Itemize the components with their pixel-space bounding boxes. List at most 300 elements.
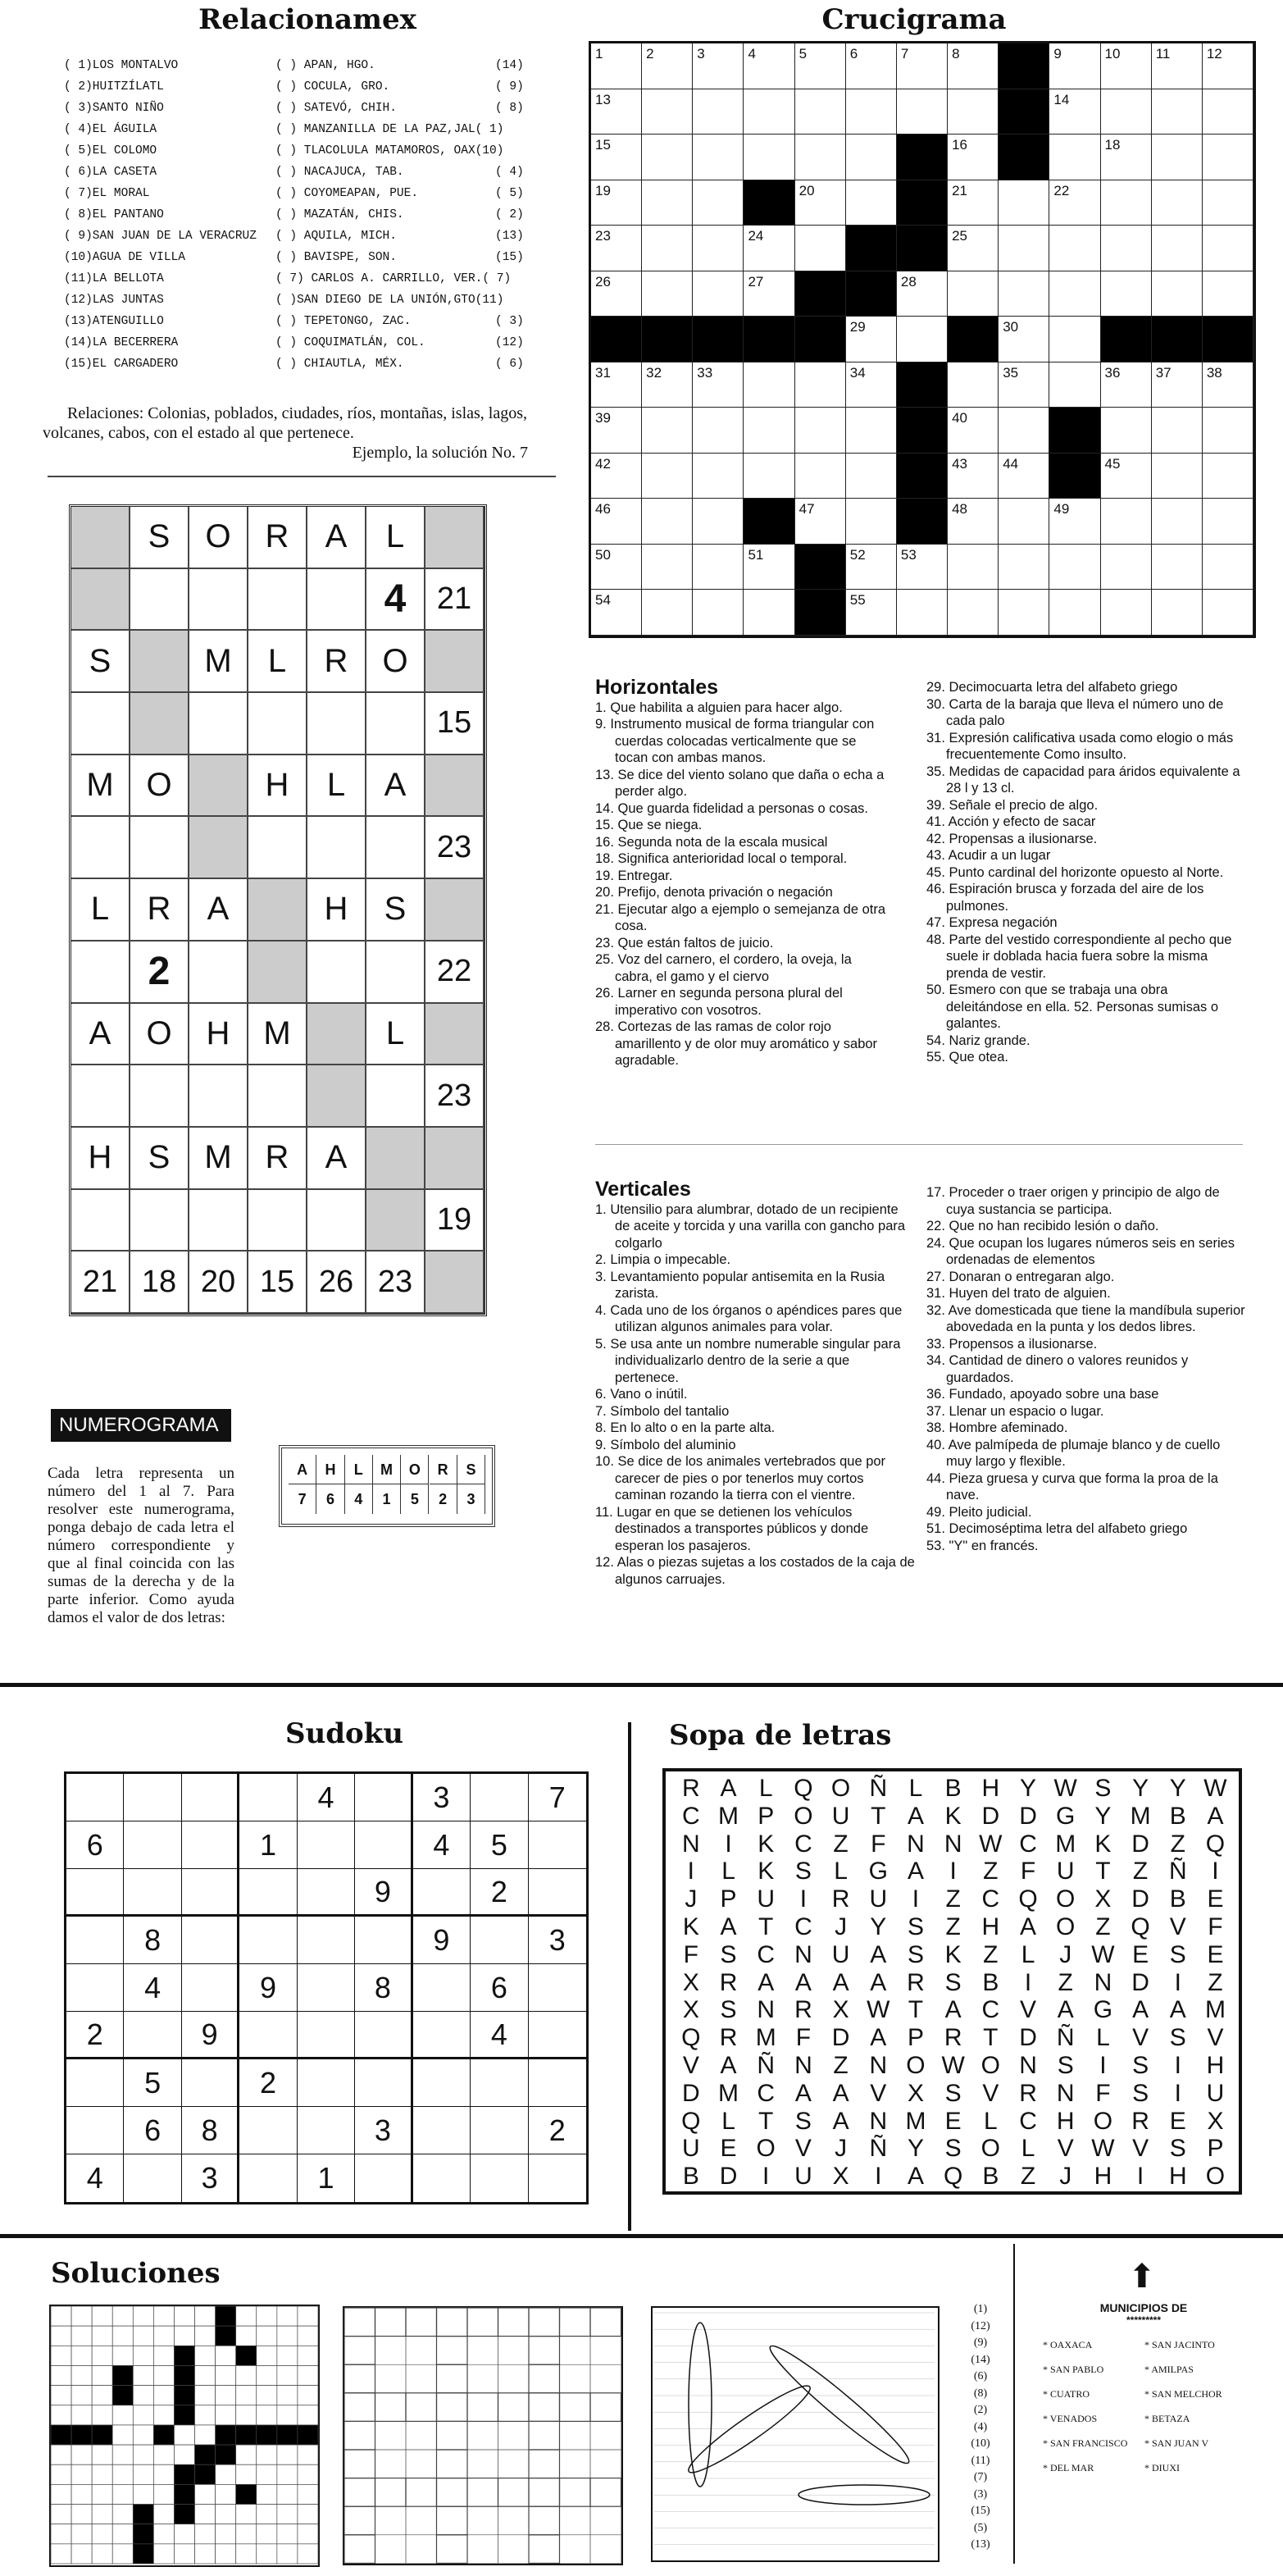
municipios-col1 [1043,2332,1141,2480]
solution-cell [133,2484,153,2504]
sudoku-cell [413,1869,471,1917]
crossword-block [693,317,744,362]
relacionamex-row [64,187,535,208]
sopa-letter: S [720,1940,737,1968]
solution-block [195,2445,216,2464]
sudoku-cell: 3 [413,1774,471,1821]
solution-cell [71,2464,92,2484]
sopa-letter: B [982,1968,999,1996]
sudoku-cell [124,2012,181,2059]
numerograma-cell [189,1190,248,1252]
rel-right-item: ( ) CHIAUTLA, MÉX. [275,358,404,371]
sudoku-cell: 8 [182,2107,239,2154]
sopa-letter: N [869,2052,888,2079]
clue-item: 29. Decimocuarta letra del alfabeto griego [926,680,1178,695]
sopa-letter: A [907,1802,924,1830]
sopa-letter: U [794,2163,812,2191]
solution-cell [153,2524,174,2544]
crossword-cell: 16 [948,134,999,180]
rel-right-item: ( ) COYOMEAPAN, PUE. [275,187,419,200]
solution-block [298,2425,318,2445]
solution-block [174,2484,194,2504]
solution-cell [277,2346,298,2365]
sudoku-cell [413,2012,471,2059]
crossword-cell [1152,454,1203,499]
crossword-block [999,43,1049,89]
solution-cell [92,2505,112,2524]
clue-item: 26. Larner en segunda persona plural del imperativo con vosotros. [595,986,843,1018]
solution-cell [112,2346,133,2365]
solution-cell [112,2505,133,2524]
sopa-letter: L [721,2107,735,2135]
solution-block [133,2505,153,2524]
crossword-block [591,317,642,362]
crossword-block [897,226,948,271]
sudoku-cell: 7 [529,1774,586,1821]
relacionamex-row [64,102,535,123]
clue-item: 35. Medidas de capacidad para áridos equivalente a 28 l y 13 cl. [926,764,1240,796]
sopa-row [672,2052,1234,2079]
sopa-letter: S [720,1996,737,2024]
sudoku-cell: 6 [471,1964,528,2012]
crossword-cell [948,362,999,408]
numerograma-row-sum: 23 [425,817,485,879]
numerograma-row-sum: 23 [425,1065,485,1128]
relacionamex-answer: (12) [971,2319,990,2332]
clue-item: 23. Que están faltos de juicio. [595,935,774,951]
numerograma-cell [248,1190,307,1252]
crossword-cell: 26 [591,271,642,317]
sudoku-cell [413,2154,471,2202]
sopa-row [672,1941,1234,1968]
sopa-letter: H [981,1913,1000,1940]
sopa-letter: A [832,2107,849,2135]
sopa-letter: O [980,2052,1001,2079]
crossword-cell [846,89,897,135]
sudoku-cell: 3 [529,1917,586,1964]
solution-block [236,2346,257,2365]
solution-cell [71,2445,92,2464]
relacionamex-answer: (10) [971,2437,990,2450]
solution-cell [51,2346,71,2365]
crossword-cell [693,89,744,135]
crossword-cell: 47 [795,499,846,545]
solution-cell [195,2505,216,2524]
rel-right-item: ( ) NACAJUCA, TAB. [275,166,404,179]
sopa-letter: D [831,2024,850,2052]
solution-cell [71,2365,92,2385]
solution-block [133,2544,153,2564]
sudoku-cell: 9 [182,2012,239,2059]
sopa-letter: S [1132,2052,1149,2079]
crossword-cell [1203,590,1253,636]
sopa-letter: B [944,1775,962,1802]
sopa-letter: A [758,1968,775,1996]
crossword-block [1049,454,1100,499]
solution-cell [216,2544,236,2564]
solution-cell [51,2484,71,2504]
crossword-cell: 45 [1101,454,1152,499]
crossword-cell: 24 [744,226,794,271]
sopa-letter: I [1024,1968,1032,1996]
sopa-letter: N [682,1830,700,1858]
crossword-cell [693,499,744,545]
sopa-letter: R [1019,2079,1037,2107]
solution-cell [71,2484,92,2504]
solution-cell [153,2484,174,2504]
crossword-cell [948,89,999,135]
sopa-letter: I [949,1858,957,1885]
solution-cell [277,2524,298,2544]
sopa-letter: X [832,2163,849,2191]
sudoku-cell [471,2059,528,2107]
sopa-letter: U [1206,2079,1225,2107]
sopa-letter: C [1019,2107,1037,2135]
crossword-cell [846,180,897,226]
solution-block [174,2405,194,2425]
sudoku-cell [66,1917,124,1964]
sudoku-cell [298,2059,355,2107]
sudoku-grid [64,1771,589,2204]
crossword-cell: 3 [693,43,744,89]
sopa-letter: W [1053,1775,1077,1802]
sudoku-cell [529,1869,586,1917]
solution-cell [195,2386,216,2405]
rel-right-item: ( ) COCULA, GRO. [275,80,390,93]
clue-item: 43. Acudir a un lugar [926,848,1051,863]
sopa-letter: N [869,2107,888,2135]
solution-block [153,2425,174,2445]
solution-cell [257,2464,277,2484]
numerograma-cell: R [130,879,189,941]
sopa-letter: U [831,1940,850,1968]
clue-item: 12. Alas o piezas sujetas a los costados de la caja de algunos carruajes. [595,1555,915,1587]
solution-cell [51,2505,71,2524]
sopa-letter: X [1207,2107,1224,2135]
solution-cell [174,2445,194,2464]
sopa-letter: X [832,1996,849,2024]
sopa-letter: Ñ [869,2135,888,2163]
sopa-row [672,1831,1234,1858]
solution-cell [133,2365,153,2385]
numerograma-cell: O [366,631,425,693]
rel-right-item: ( ) COQUIMATLÁN, COL. [275,336,425,349]
sudoku-cell [182,1821,239,1869]
numerograma-cell: L [248,631,307,693]
sopa-letter: B [982,2163,999,2191]
sopa-letter: E [1169,2107,1186,2135]
solution-cell [133,2306,153,2326]
clue-item: 50. Esmero con que se trabaja una obra deleitándose en ella. 52. Personas sumisas o galantes. [926,983,1219,1031]
sopa-letter: I [1174,1968,1181,1996]
sopa-letter: O [906,2052,926,2079]
solution-cell [51,2326,71,2346]
divider [628,1722,631,2231]
crossword-block [642,317,693,362]
sopa-letter: P [758,1802,775,1830]
sopa-letter: Y [1094,1802,1112,1830]
sopa-letter: F [871,1830,886,1858]
numerograma-col-sum: 23 [366,1252,425,1314]
sopa-letter: R [907,1968,925,1996]
crossword-block [1152,317,1203,362]
municipio-item: * AMILPAS [1144,2364,1194,2375]
crossword-cell: 5 [795,43,846,89]
sopa-letter: A [832,2079,849,2107]
solution-cell [112,2326,133,2346]
solution-cell [112,2405,133,2425]
sopa-letter: L [1021,1940,1035,1968]
solution-cell [133,2326,153,2346]
key-value: 5 [401,1484,429,1514]
numerograma-cell [248,569,307,631]
arrow-up-icon: ⬆ [1128,2258,1156,2296]
sopa-letter: B [1169,1885,1186,1913]
sopa-letter: Q [943,2163,963,2191]
relacionamex-example: Ejemplo, la solución No. 7 [352,444,528,462]
sopa-letter: D [1019,2024,1037,2052]
crossword-cell [693,408,744,454]
solution-cell [51,2405,71,2425]
municipio-item: * DEL MAR [1043,2462,1094,2473]
sopa-letter: R [719,2024,738,2052]
solution-cell [153,2405,174,2425]
sopa-letter: C [981,1885,1000,1913]
solution-block [236,2425,257,2445]
relacionamex-answer: (5) [973,2521,988,2534]
crossword-cell [693,134,744,180]
solution-cell [216,2346,236,2365]
crossword-block [897,134,948,180]
sopa-row [672,2163,1234,2190]
clue-item: 9. Instrumento musical de forma triangular con cuerdas colocadas verticalmente que se tocan con ambas manos. [595,717,875,765]
verticales-title: Verticales [595,1178,691,1201]
municipios-title [1058,2301,1230,2326]
solution-cell [216,2464,236,2484]
clue-item: 4. Cada uno de los órganos o apéndices pares que utilizan algunos animales para volar. [595,1302,903,1334]
relacionamex-answer: (6) [973,2370,988,2382]
sopa-letter: A [794,2079,812,2107]
relacionamex-row [64,208,535,230]
sudoku-cell [529,1821,586,1869]
solution-cell [153,2544,174,2564]
numerograma-cell [71,1190,130,1252]
sopa-letter: C [682,1802,700,1830]
sopa-letter: S [944,1968,962,1996]
sopa-letter: Q [681,2024,701,2052]
sopa-letter: K [758,1830,775,1858]
sudoku-cell: 6 [66,1821,124,1869]
sudoku-cell [182,1964,239,2012]
numerograma-row-sum: 19 [425,1190,485,1252]
relacionamex-row [64,166,535,187]
sudoku-cell: 8 [124,1917,181,1964]
crossword-cell: 21 [948,180,999,226]
sopa-letter: P [1207,2135,1224,2163]
sudoku-cell [182,2059,239,2107]
solution-cell [277,2326,298,2346]
solution-cell [236,2524,257,2544]
solution-cell [51,2524,71,2544]
sopa-letter: Z [983,1940,999,1968]
solution-cell [257,2445,277,2464]
numerograma-cell [307,693,366,755]
sopa-row [672,1913,1234,1940]
sopa-letter: I [762,2163,770,2191]
crossword-cell [999,545,1049,590]
numerograma-cell: A [307,507,366,569]
sopa-letter: U [757,1885,776,1913]
solution-cell [298,2365,318,2385]
numerograma-cell: S [130,507,189,569]
solution-block [112,2386,133,2405]
word-search-grid [662,1768,1242,2195]
relacionamex-title: Relacionamex [198,3,416,36]
clue-item: 34. Cantidad de dinero o valores reunidos y guardados. [926,1353,1189,1385]
solution-cell [174,2425,194,2445]
numerograma-cell: O [189,507,248,569]
sopa-letter: R [719,1968,738,1996]
crossword-cell: 25 [948,226,999,271]
rel-left-item: (14)LA BECERRERA [64,336,179,349]
sudoku-title: Sudoku [284,1717,403,1750]
sopa-letter: G [868,1858,888,1885]
clue-item: 9. Símbolo del aluminio [595,1437,736,1452]
rel-left-item: ( 4)EL ÁGUILA [64,123,157,136]
crossword-cell [1101,226,1152,271]
crossword-cell: 9 [1049,43,1100,89]
numerograma-cell [71,817,130,879]
crossword-cell [744,362,794,408]
crossword-cell [897,89,948,135]
crossword-block [999,89,1049,135]
solution-cell [216,2386,236,2405]
sudoku-cell [413,1964,471,2012]
solution-cell [298,2544,318,2564]
sopa-letter: O [980,2135,1001,2163]
crossword-cell [897,590,948,636]
sudoku-cell [529,2154,586,2202]
crossword-cell [1152,545,1203,590]
crossword-block [744,180,794,226]
crossword-cell: 32 [642,362,693,408]
solution-cell [257,2326,277,2346]
rel-left-item: ( 3)SANTO NIÑO [64,102,164,115]
crossword-cell [948,590,999,636]
sopa-letter: W [941,2052,965,2079]
crossword-block [897,180,948,226]
solution-cell [174,2306,194,2326]
clue-item: 28. Cortezas de las ramas de color rojo amarillento y de olor muy aromático y sabor agradable. [595,1019,878,1068]
sopa-letter: M [905,2107,926,2135]
crossword-block [897,454,948,499]
sopa-letter: S [1057,2052,1074,2079]
sudoku-cell [66,1964,124,2012]
solution-cell [92,2464,112,2484]
solution-cell [257,2484,277,2504]
sopa-letter: Ñ [869,1775,888,1802]
sopa-letter: X [907,2079,924,2107]
numerograma-cell [130,1065,189,1128]
rel-right-item: ( ) SATEVÓ, CHIH. [275,102,397,115]
clue-item: 13. Se dice del viento solano que daña o echa a perder algo. [595,767,885,799]
numerograma-cell [366,817,425,879]
sopa-letter: A [720,1913,737,1940]
sopa-letter: D [1019,1802,1037,1830]
sopa-letter: W [979,1830,1003,1858]
sudoku-cell [124,1869,181,1917]
clue-item: 51. Decimoséptima letra del alfabeto griego [926,1521,1188,1536]
crossword-cell: 13 [591,89,642,135]
solution-cell [153,2326,174,2346]
sopa-letter: S [907,1940,924,1968]
sudoku-cell: 2 [239,2059,297,2107]
rel-right-item: ( ) MANZANILLA DE LA PAZ,JAL( 1) [275,123,504,136]
key-value: 3 [457,1484,485,1514]
sudoku-cell [471,2154,528,2202]
solution-cell [195,2544,216,2564]
crossword-block [795,590,846,636]
clue-item: 47. Expresa negación [926,915,1058,930]
crossword-cell: 48 [948,499,999,545]
sopa-letter: T [983,2024,999,2052]
solution-cell [71,2505,92,2524]
sopa-letter: Y [907,2135,924,2163]
crossword-block [897,499,948,545]
clue-item: 7. Símbolo del tantalio [595,1403,730,1419]
numerograma-cell: M [248,1004,307,1066]
solution-cell [216,2365,236,2385]
sopa-solution [651,2306,940,2562]
crossword-cell [1152,89,1203,135]
solution-block [51,2425,71,2445]
rel-right-number: ( 5) [495,187,524,200]
sudoku-cell: 2 [529,2107,586,2154]
crossword-block [744,317,794,362]
crossword-solution [49,2305,320,2567]
crossword-cell [642,89,693,135]
crossword-cell [1203,180,1253,226]
solution-cell [298,2346,318,2365]
clue-item: 31. Huyen del trato de alguien. [926,1286,1111,1301]
municipio-item: * SAN FRANCISCO [1043,2437,1128,2449]
numerograma-given-number: 4 [366,569,425,631]
sopa-letter: O [1093,2107,1113,2135]
numerograma-cell: L [366,1004,425,1066]
rel-left-item: ( 7)EL MORAL [64,187,150,200]
crossword-cell: 39 [591,408,642,454]
crossword-cell [642,545,693,590]
solution-block [216,2445,236,2464]
solution-cell [51,2306,71,2326]
solution-cell [71,2306,92,2326]
solution-cell [277,2405,298,2425]
sudoku-cell [471,2107,528,2154]
numerograma-cell [366,1065,425,1128]
solution-cell [92,2405,112,2425]
numerograma-shaded-cell [130,693,189,755]
sopa-letter: C [757,2079,776,2107]
numerograma-shaded-cell [425,755,485,818]
crossword-cell: 51 [744,545,794,590]
sudoku-cell [239,2107,297,2154]
crossword-block [795,545,846,590]
sopa-letter: X [682,1968,699,1996]
sopa-letter: N [944,1830,962,1858]
divider [1013,2244,1015,2564]
solution-cell [71,2326,92,2346]
solution-cell [195,2326,216,2346]
